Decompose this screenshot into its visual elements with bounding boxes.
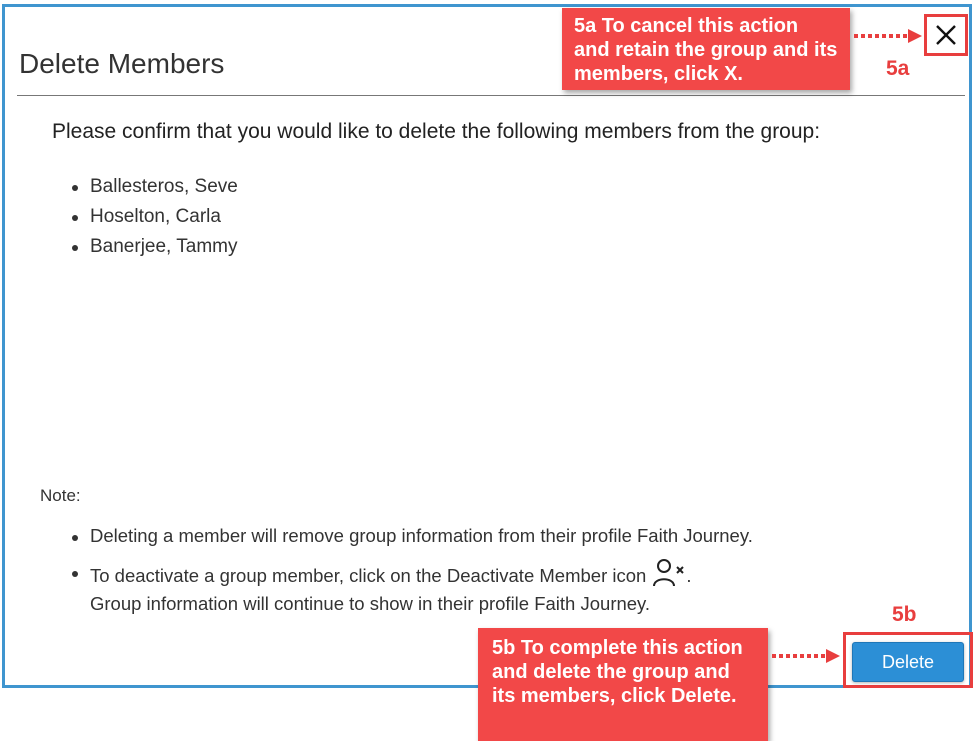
list-item [72, 558, 753, 618]
list-item: Hoselton, Carla [72, 202, 238, 232]
delete-button[interactable]: Delete [852, 642, 964, 682]
close-button[interactable] [924, 14, 968, 56]
tag-5b: 5b [892, 603, 917, 626]
dialog-title: Delete Members [19, 48, 225, 79]
arrow-5a-icon [852, 26, 924, 46]
arrow-5b-icon [770, 646, 842, 666]
note-text: To deactivate a group member, click on the Deactivate Member icon [90, 565, 647, 586]
callout-5a: 5a To cancel this action and retain the group and its members, click X. [562, 8, 850, 90]
close-icon [935, 24, 957, 46]
user-x-icon [652, 558, 686, 588]
list-item: Banerjee, Tammy [72, 232, 238, 262]
confirm-message: Please confirm that you would like to delete the following members from the group: [52, 120, 821, 143]
list-item: Deleting a member will remove group information from their profile Faith Journey. [72, 522, 753, 550]
title-divider [17, 95, 965, 96]
note-label: Note: [40, 486, 81, 505]
notes-list [72, 522, 753, 626]
list-item: Ballesteros, Seve [72, 172, 238, 202]
callout-5b: 5b To complete this action and delete the group and its members, click Delete. [478, 628, 768, 741]
tag-5a: 5a [886, 57, 910, 80]
note-suffix: . [686, 565, 692, 586]
note-text-continued: Group information will continue to show in their profile Faith Journey. [90, 593, 651, 614]
members-list [72, 172, 238, 262]
